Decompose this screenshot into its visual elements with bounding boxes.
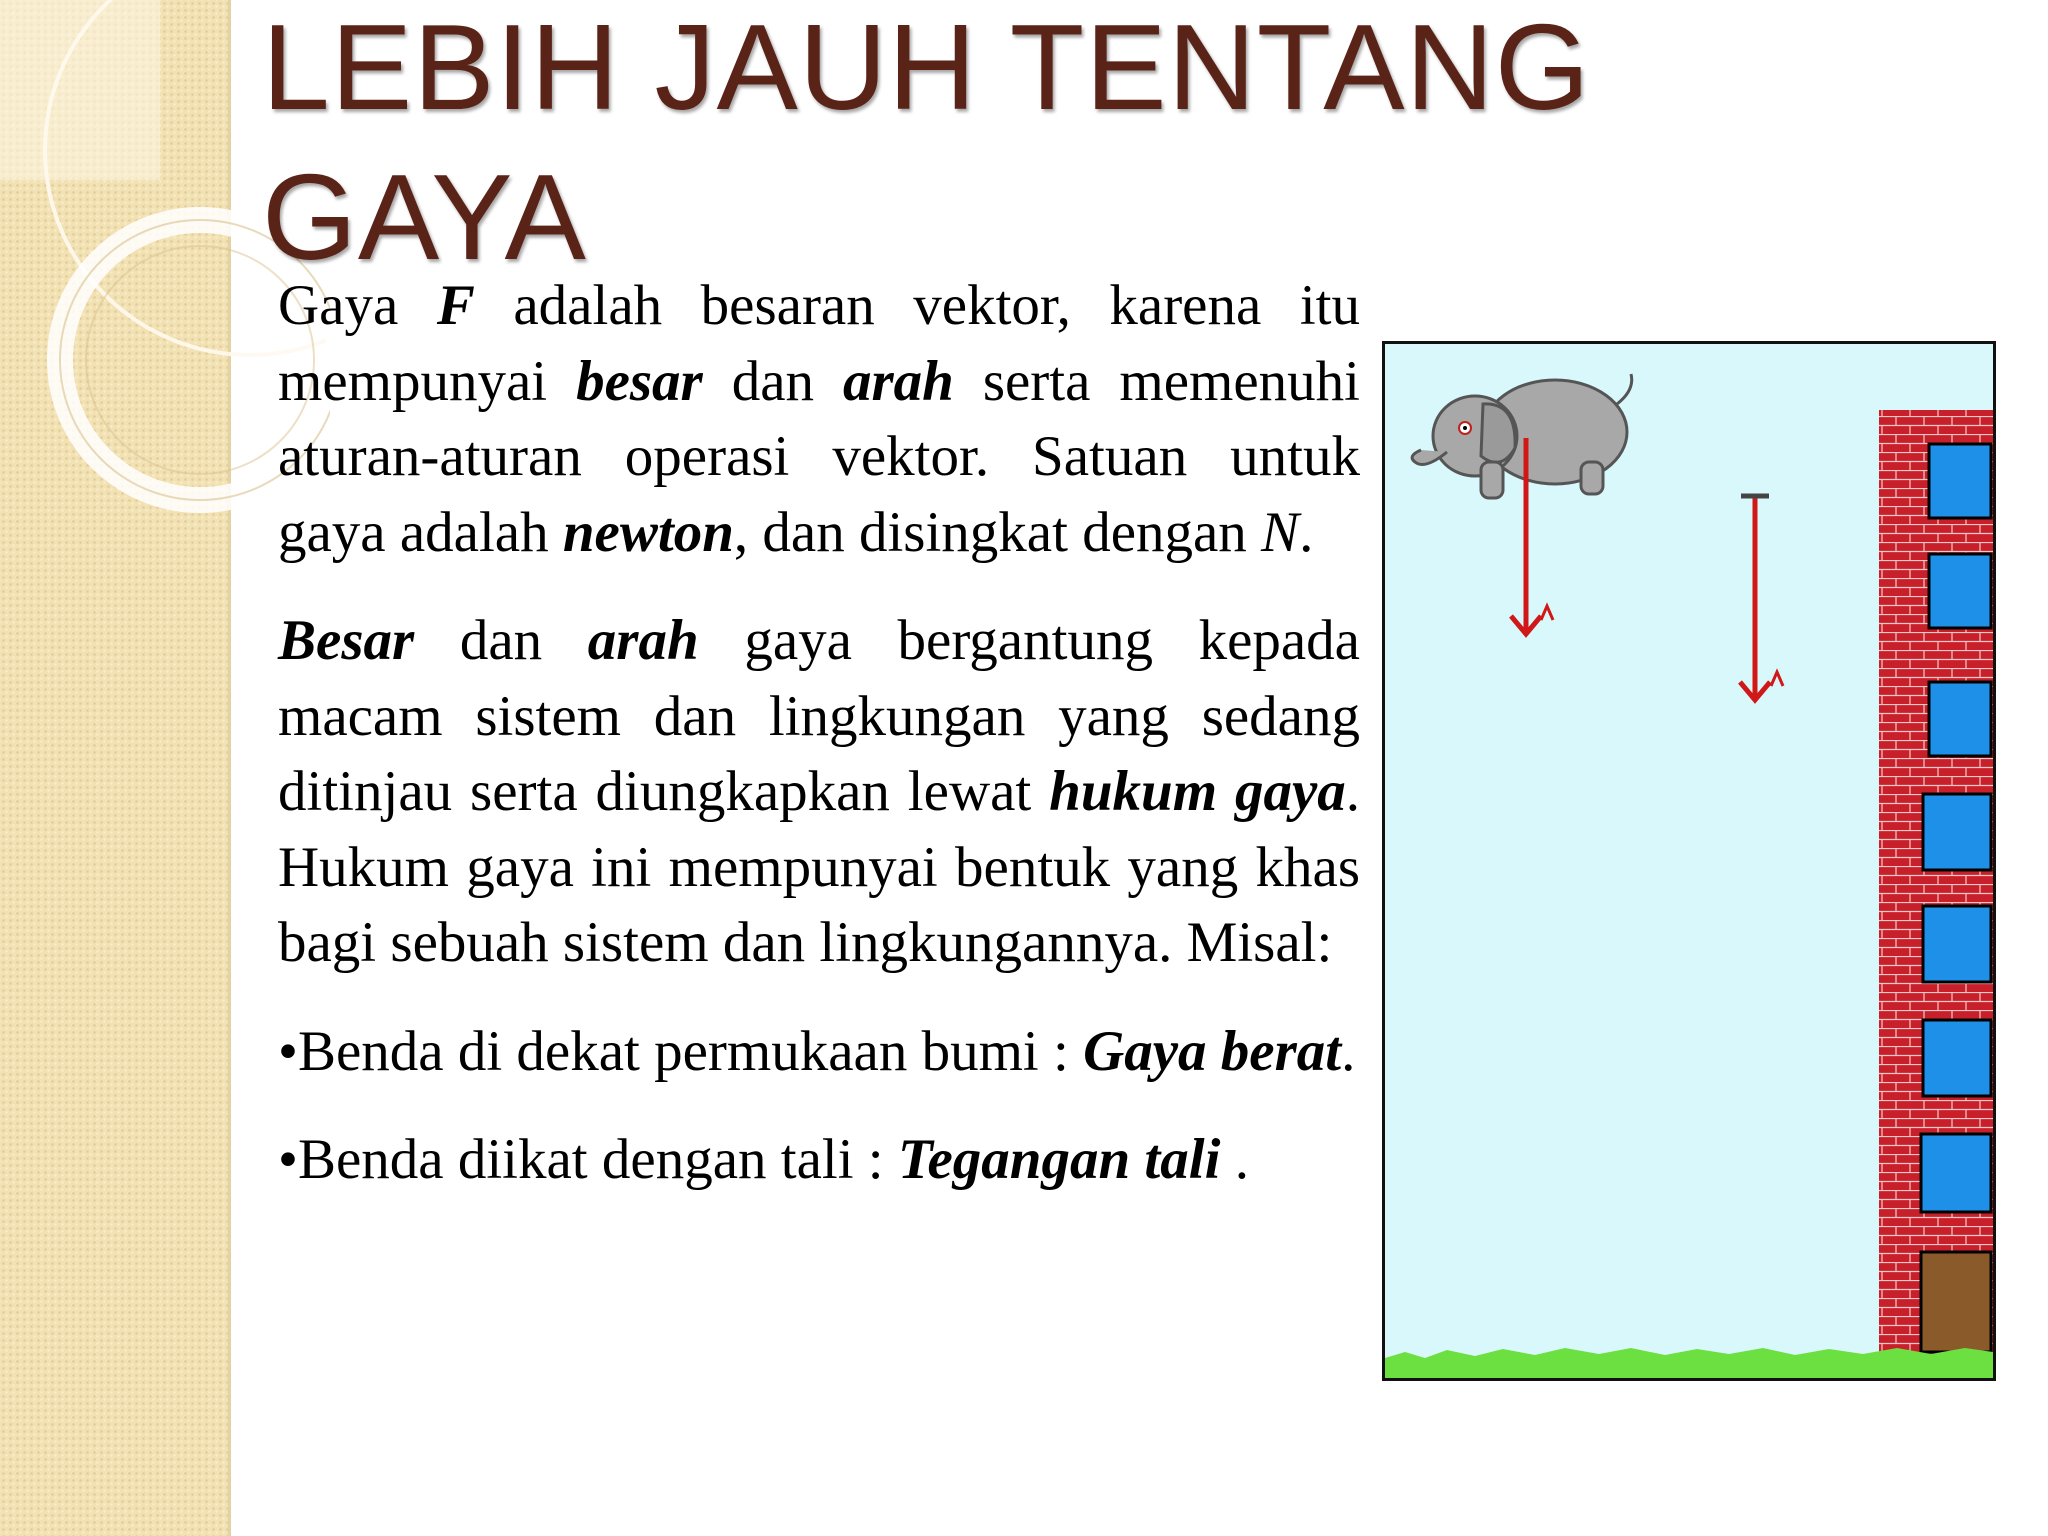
term-arah: arah [842,349,954,413]
term-arah: arah [587,609,699,672]
slide-body [278,268,1360,1198]
paragraph-law [278,603,1360,981]
window [1921,1134,1991,1212]
bullet-marker: • [278,1128,298,1191]
text-run: Benda di dekat permukaan bumi : [297,1019,1084,1083]
term-f: F [436,274,475,337]
text-run: Gaya [278,274,437,337]
bullet-tegangan-tali [278,1122,1360,1198]
text-run: dan [702,349,843,413]
term-gaya-berat: Gaya berat [1083,1019,1342,1083]
term-hukum-gaya: hukum gaya [1049,760,1346,823]
title-line-2: GAYA [262,149,587,285]
term-besar: Besar [278,609,415,672]
text-run: Benda diikat dengan tali : [297,1128,898,1191]
falling-elephant-figure [1382,341,1996,1381]
term-newton: newton [562,500,734,564]
window [1923,906,1991,982]
slide-title [262,0,1591,292]
bullet-gaya-berat [278,1014,1360,1090]
text-run: . [1299,500,1314,564]
term-n: N [1261,500,1300,564]
text-run: , dan disingkat dengan [733,500,1262,564]
text-run: . Hukum gaya ini mempunyai bentuk yang khas bagi sebuah sistem dan lingkungannya. Misal: [278,760,1360,974]
text-run: dan [414,609,588,672]
term-tegangan-tali: Tegangan tali [897,1128,1221,1191]
window [1929,682,1991,756]
grass [1385,1348,1993,1378]
window [1929,444,1991,518]
term-besar: besar [576,349,703,413]
text-run: serta memenuhi aturan-aturan operasi vektor. Satuan untuk gaya adalah [278,349,1360,564]
text-run: adalah besaran vektor, karena itu mempunyai [278,274,1360,413]
window [1929,554,1991,628]
bullet-marker: • [278,1019,298,1083]
paragraph-definition [278,268,1360,570]
elephant-icon [1412,374,1632,498]
door [1921,1252,1991,1352]
window [1923,1020,1991,1096]
text-run: . [1341,1019,1356,1083]
figure-canvas [1385,344,1993,1378]
force-arrow-comparison [1740,496,1783,700]
text-run: gaya bergantung kepada macam sistem dan lingkungan yang sedang ditinjau serta diungkapkan lewat [278,609,1360,823]
text-run: . [1220,1128,1249,1191]
window [1923,794,1991,870]
title-line-1: LEBIH JAUH TENTANG [262,0,1591,135]
